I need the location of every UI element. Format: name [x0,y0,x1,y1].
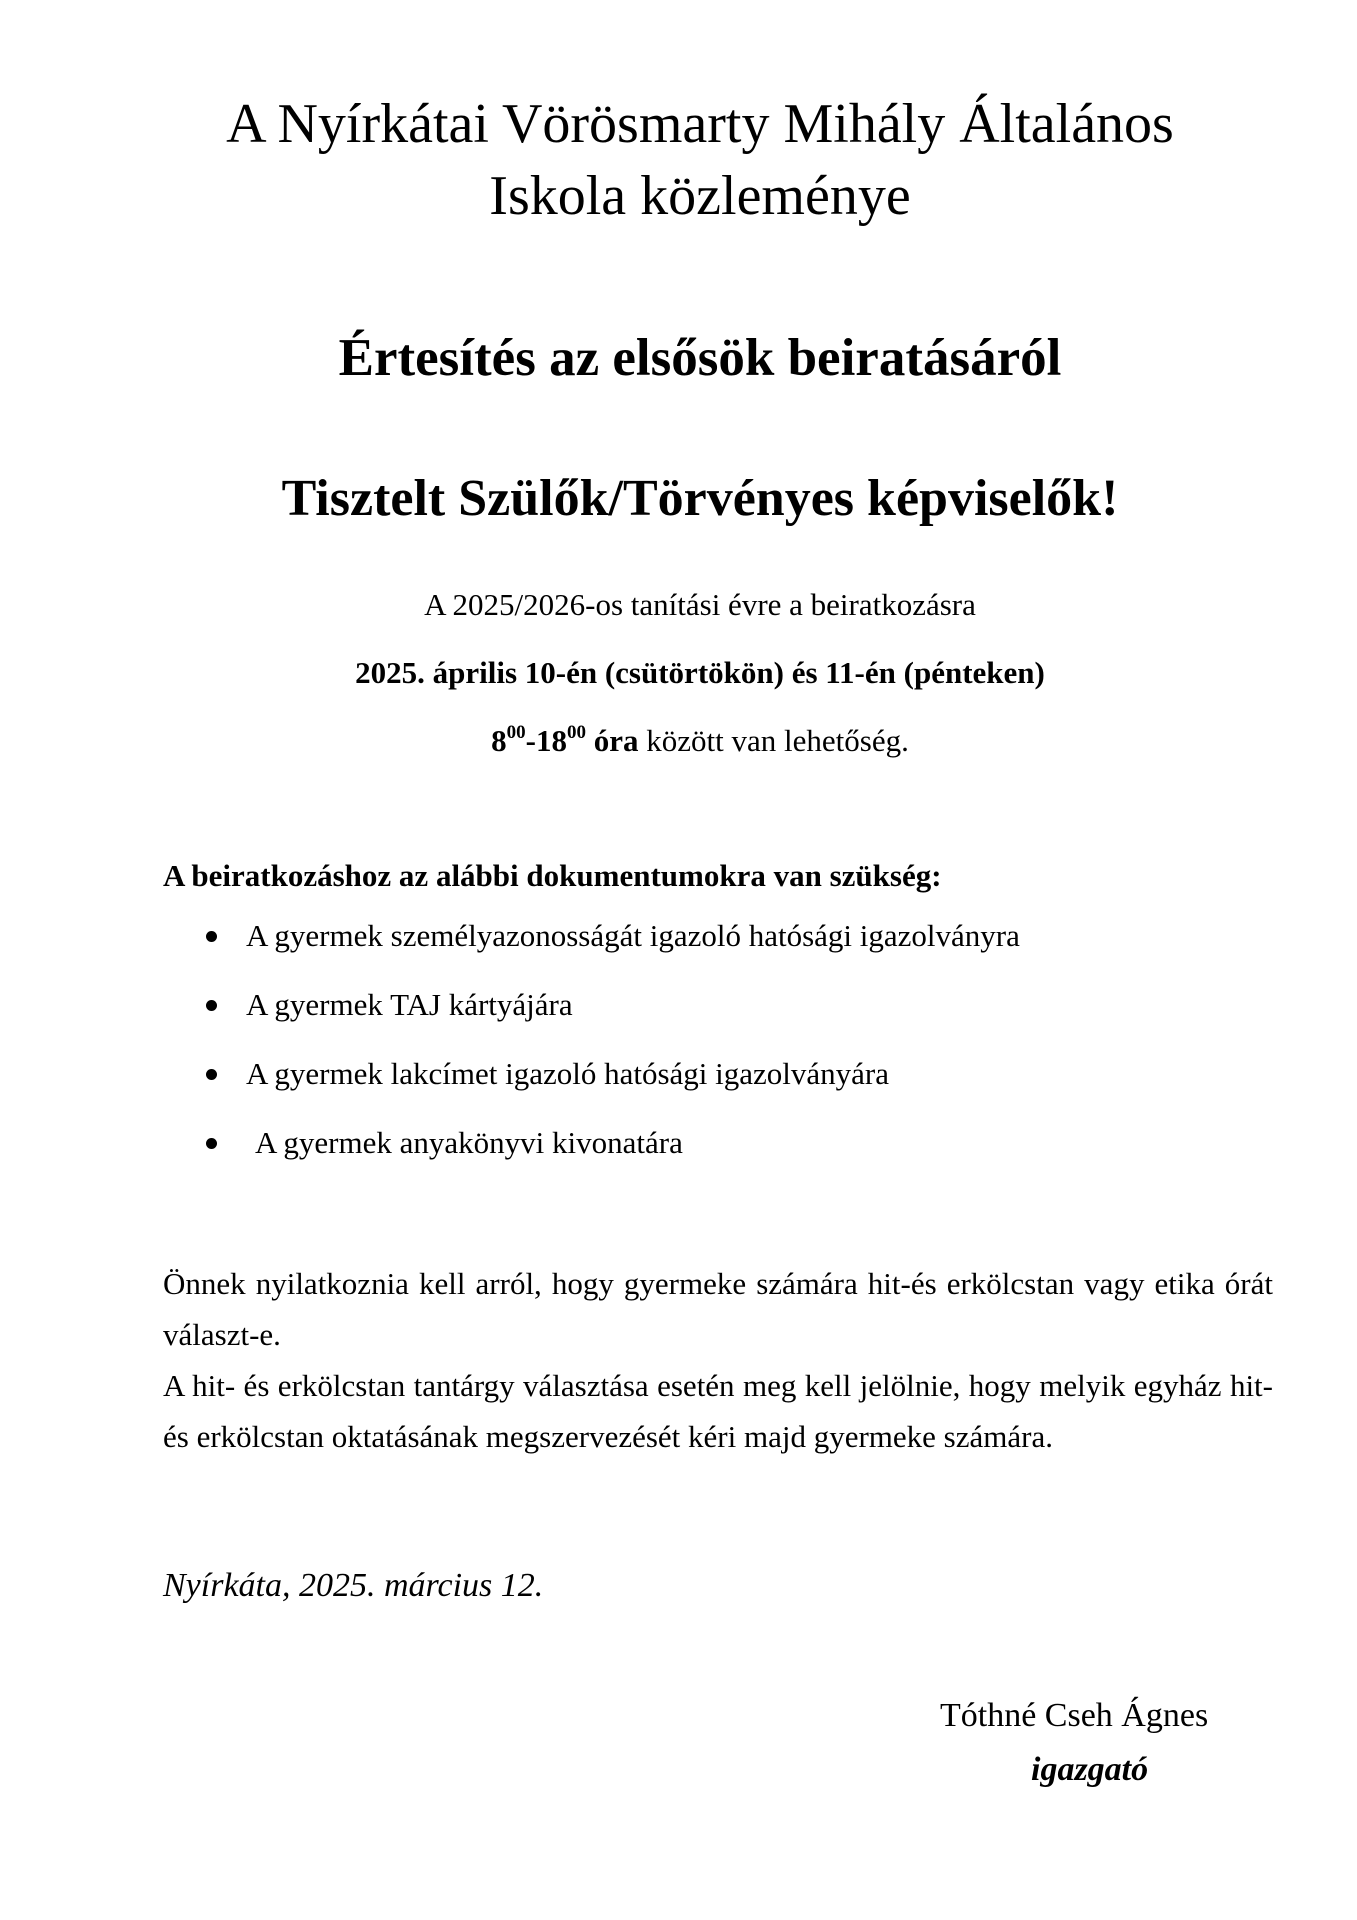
bullet-icon [206,1000,217,1011]
time-line-rest: között van lehetőség. [638,723,909,758]
list-item-text: A gyermek TAJ kártyájára [246,987,573,1022]
place-date: Nyírkáta, 2025. március 12. [163,1567,544,1604]
time-start-hour: 8 [491,723,507,758]
bullet-icon [206,1138,217,1149]
title-line-2: Iskola közleménye [489,165,911,227]
notice-heading: Értesítés az elsősök beiratásáról [338,329,1062,387]
school-notice-title [120,88,1280,232]
list-item-text: A gyermek személyazonosságát igazoló hatósági igazolványra [246,918,1020,953]
title-line-1: A Nyírkátai Vörösmarty Mihály Általános [226,93,1174,155]
bullet-icon [206,1069,217,1080]
enrollment-year-line: A 2025/2026-os tanítási évre a beiratkozásra [424,587,976,622]
time-separator: - [525,723,536,758]
documents-heading: A beiratkozáshoz az alábbi dokumentumokra van szükség: [163,858,942,893]
enrollment-time [491,723,638,758]
time-unit: óra [586,723,639,758]
time-start-minutes: 00 [506,721,526,743]
time-end-hour: 18 [536,723,567,758]
signer-name: Tóthné Cseh Ágnes [940,1697,1209,1734]
enrollment-dates-line: 2025. április 10-én (csütörtökön) és 11-én (pénteken) [355,655,1045,690]
signer-title: igazgató [1031,1751,1149,1788]
enrollment-time-line [120,721,1280,761]
list-item-text: A gyermek lakcímet igazoló hatósági igazolványára [246,1056,890,1091]
list-item-text: A gyermek anyakönyvi kivonatára [255,1125,683,1160]
religion-ethics-paragraph: Önnek nyilatkoznia kell arról, hogy gyermeke számára hit-és erkölcstan vagy etika órát választ-e. [163,1266,1273,1352]
church-selection-paragraph: A hit- és erkölcstan tantárgy választása esetén meg kell jelölnie, hogy melyik egyház hit- és erkölcstan oktatásának megszervezését kéri majd gyermeke számára. [163,1368,1273,1454]
bullet-icon [206,931,217,942]
salutation: Tisztelt Szülők/Törvényes képviselők! [281,470,1119,527]
time-end-minutes: 00 [567,721,586,743]
